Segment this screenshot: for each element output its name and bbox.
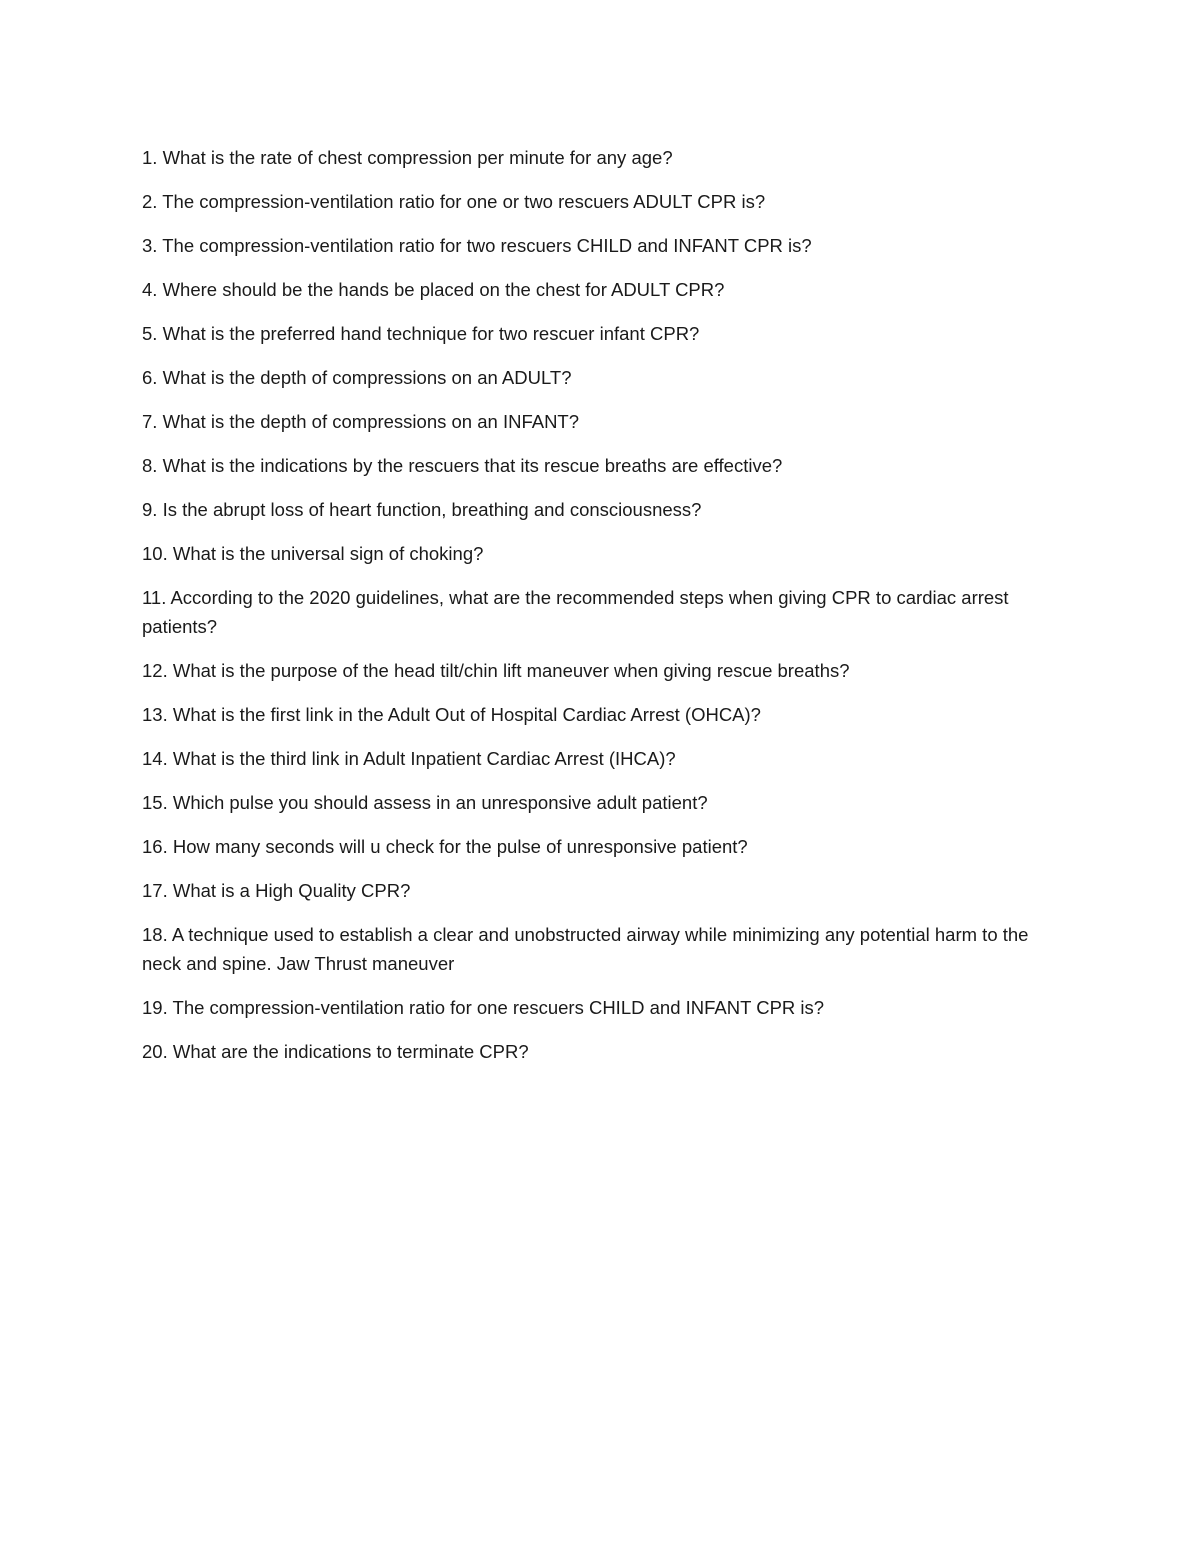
question-item-16: 16. How many seconds will u check for the pulse of unresponsive patient? <box>142 836 748 857</box>
question-item-5: 5. What is the preferred hand technique for two rescuer infant CPR? <box>142 323 700 344</box>
question-item-8: 8. What is the indications by the rescuers that its rescue breaths are effective? <box>142 455 783 476</box>
question-item-14: 14. What is the third link in Adult Inpatient Cardiac Arrest (IHCA)? <box>142 748 676 769</box>
question-item-17: 17. What is a High Quality CPR? <box>142 880 411 901</box>
question-item-2: 2. The compression-ventilation ratio for one or two rescuers ADULT CPR is? <box>142 191 766 212</box>
question-item-11: 11. According to the 2020 guidelines, what are the recommended steps when giving CPR to cardiac arrest patients? <box>142 587 1009 637</box>
question-list <box>142 143 1052 1081</box>
question-item-4: 4. Where should be the hands be placed on the chest for ADULT CPR? <box>142 279 725 300</box>
question-item-1: 1. What is the rate of chest compression per minute for any age? <box>142 147 673 168</box>
question-item-20: 20. What are the indications to terminate CPR? <box>142 1041 529 1062</box>
question-item-15: 15. Which pulse you should assess in an unresponsive adult patient? <box>142 792 708 813</box>
question-item-6: 6. What is the depth of compressions on an ADULT? <box>142 367 572 388</box>
question-item-19: 19. The compression-ventilation ratio for one rescuers CHILD and INFANT CPR is? <box>142 997 825 1018</box>
question-item-12: 12. What is the purpose of the head tilt/chin lift maneuver when giving rescue breaths? <box>142 660 850 681</box>
question-item-10: 10. What is the universal sign of choking? <box>142 543 484 564</box>
question-item-18: 18. A technique used to establish a clear and unobstructed airway while minimizing any potential harm to the neck and spine. Jaw Thrust maneuver <box>142 924 1029 974</box>
question-item-9: 9. Is the abrupt loss of heart function, breathing and consciousness? <box>142 499 702 520</box>
question-item-3: 3. The compression-ventilation ratio for two rescuers CHILD and INFANT CPR is? <box>142 235 812 256</box>
question-item-7: 7. What is the depth of compressions on an INFANT? <box>142 411 580 432</box>
question-item-13: 13. What is the first link in the Adult Out of Hospital Cardiac Arrest (OHCA)? <box>142 704 761 725</box>
